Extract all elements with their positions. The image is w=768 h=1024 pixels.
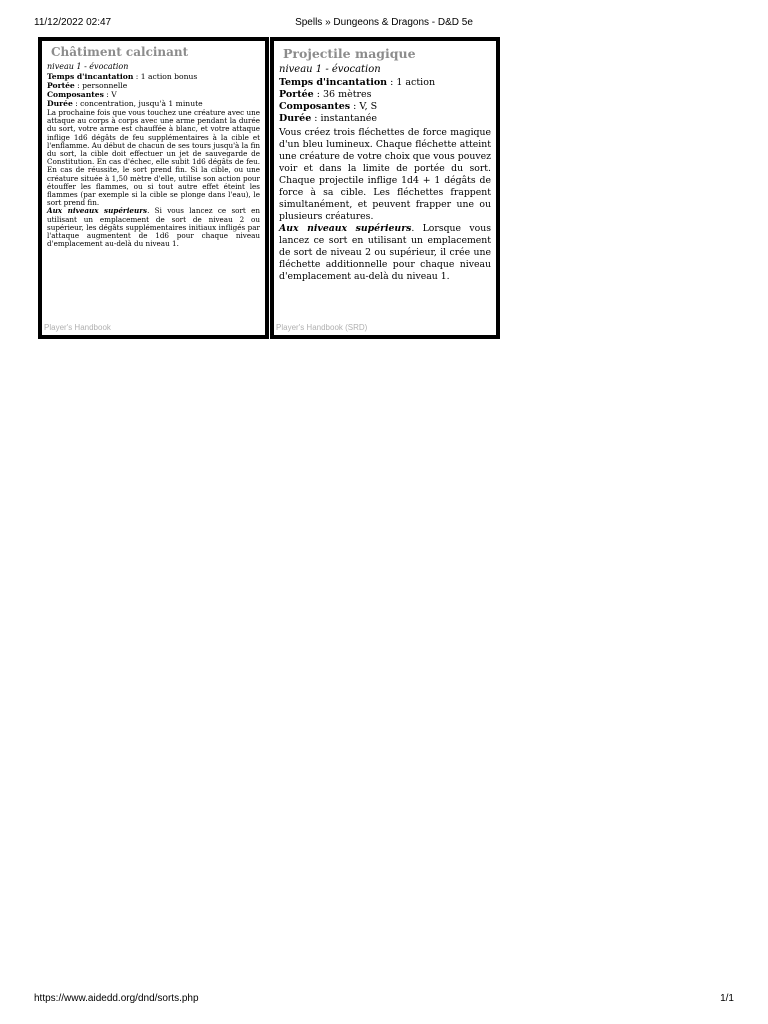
components-field <box>279 101 491 113</box>
field-value: : 36 mètres <box>313 89 372 100</box>
print-footer <box>34 993 734 1007</box>
page-url: https://www.aidedd.org/dnd/sorts.php <box>34 993 199 1004</box>
spell-description <box>47 109 260 248</box>
field-value: : 1 action <box>387 77 436 88</box>
field-label: Portée <box>47 81 75 90</box>
field-label: Durée <box>279 113 312 124</box>
higher-levels-label: Aux niveaux supérieurs <box>47 206 148 216</box>
duration-field <box>47 99 260 108</box>
field-value: : V <box>103 90 117 99</box>
description-text: La prochaine fois que vous touchez une créature avec une attaque au corps à corps avec une arme pendant la durée du sort, votre arme est chauffée à blanc, et votre attaque inflige 1d6 dégâts de feu supplémentaires à la cible et l'enflamme. Au début de chacun de ses tours jusqu'à la fin du sort, la cible doit effectuer un jet de sauvegarde de Constitution. En cas d'échec, elle subit 1d6 dégâts de feu. En cas de réussite, le sort prend fin. Si la cible, ou une créature située à 1,50 mètre d'elle, utilise son action pour étouffer les flammes, ou si tout autre effet éteint les flammes (par exemple si la cible se plonge dans l'eau), le sort prend fin. <box>47 108 260 208</box>
field-label: Temps d'incantation <box>47 72 134 81</box>
page-number: 1/1 <box>720 993 734 1004</box>
print-header <box>34 17 734 31</box>
source-book: Player's Handbook (SRD) <box>276 323 368 332</box>
spell-description <box>279 127 491 283</box>
field-label: Composantes <box>279 101 351 112</box>
higher-levels-label: Aux niveaux supérieurs <box>279 223 412 234</box>
source-book: Player's Handbook <box>44 323 111 332</box>
higher-levels-text: . Lorsque vous lancez ce sort en utilisant un emplacement de sort de niveau 2 ou supérieur, il crée une fléchette additionnelle pour chaque niveau d'emplacement au-delà du niveau 1. <box>279 223 491 282</box>
spell-level: niveau 1 - évocation <box>279 64 381 75</box>
field-value: : instantanée <box>311 113 377 124</box>
page-title: Spells » Dungeons & Dragons - D&D 5e <box>295 17 473 28</box>
field-value: : concentration, jusqu'à 1 minute <box>72 99 203 108</box>
range-field <box>47 81 260 90</box>
field-label: Portée <box>279 89 314 100</box>
field-value: : personnelle <box>74 81 128 90</box>
print-datetime: 11/12/2022 02:47 <box>34 17 112 28</box>
field-value: : 1 action bonus <box>133 72 198 81</box>
field-label: Temps d'incantation <box>279 77 388 88</box>
higher-levels <box>279 223 491 283</box>
spell-level: niveau 1 - évocation <box>47 62 129 71</box>
spell-title: Projectile magique <box>283 46 416 61</box>
spell-card-chatiment-calcinant <box>38 37 269 339</box>
description-text: Vous créez trois fléchettes de force magique d'un bleu lumineux. Chaque fléchette atteint une créature de votre choix que vous pouvez voir et dans la limite de portée du sort. Chaque projectile inflige 1d4 + 1 dégâts de force à sa cible. Les fléchettes frappent simultanément, et peuvent frapper une ou plusieurs créatures. <box>279 127 491 222</box>
field-value: : V, S <box>350 101 378 112</box>
spell-title: Châtiment calcinant <box>51 45 189 59</box>
spell-card-projectile-magique <box>270 37 500 339</box>
field-label: Composantes <box>47 90 104 99</box>
casting-time-field <box>47 72 260 81</box>
higher-levels <box>47 207 260 248</box>
duration-field <box>279 113 491 125</box>
components-field <box>47 90 260 99</box>
range-field <box>279 89 491 101</box>
field-label: Durée <box>47 99 73 108</box>
higher-levels-text: . Si vous lancez ce sort en utilisant un emplacement de sort de niveau 2 ou supérieur, les dégâts supplémentaires initiaux infligés par l'attaque augmentent de 1d6 pour chaque niveau d'emplacement au-delà du niveau 1. <box>47 206 260 249</box>
casting-time-field <box>279 77 491 89</box>
